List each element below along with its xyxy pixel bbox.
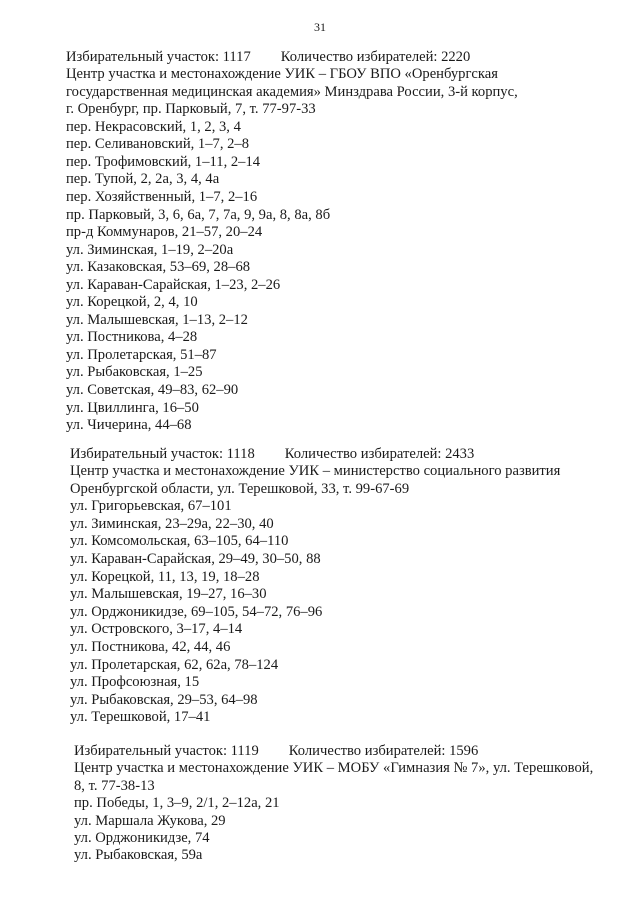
street-item: ул. Казаковская, 53–69, 28–68 [66, 259, 251, 276]
street-item: ул. Терешковой, 17–41 [70, 709, 211, 726]
street-item: ул. Зиминская, 23–29а, 22–30, 40 [70, 515, 274, 532]
street-item: ул. Корецкой, 11, 13, 19, 18–28 [70, 568, 260, 585]
street-list [66, 119, 626, 435]
street-list [74, 795, 634, 865]
street-item: ул. Маршала Жукова, 29 [74, 812, 226, 829]
street-item: ул. Орджоникидзе, 69–105, 54–72, 76–96 [70, 603, 323, 620]
street-item: ул. Орджоникидзе, 74 [74, 830, 210, 846]
street-item: ул. Корецкой, 2, 4, 10 [66, 294, 198, 311]
precinct-header [74, 742, 634, 760]
polling-center-line: государственная медицинская академия» Минздрава России, 3-й корпус, [66, 83, 518, 100]
street-item: ул. Постникова, 42, 44, 46 [70, 638, 231, 655]
street-item: пер. Хозяйственный, 1–7, 2–16 [66, 188, 258, 205]
polling-center-line: Оренбургской области, ул. Терешковой, 33, т. 99-67-69 [70, 480, 410, 497]
polling-center [66, 66, 626, 119]
street-item: ул. Малышевская, 1–13, 2–12 [66, 311, 248, 328]
street-item: ул. Пролетарская, 62, 62а, 78–124 [70, 656, 279, 673]
polling-center-line: Центр участка и местонахождение УИК – ГБОУ ВПО «Оренбургская [66, 66, 498, 82]
voter-count: Количество избирателей: 2220 [280, 49, 471, 65]
street-item: ул. Малышевская, 19–27, 16–30 [70, 586, 267, 603]
street-item: ул. Островского, 3–17, 4–14 [70, 621, 243, 638]
street-item: ул. Постникова, 4–28 [66, 329, 198, 346]
street-item: ул. Комсомольская, 63–105, 64–110 [70, 533, 289, 550]
street-item: ул. Рыбаковская, 59а [74, 847, 203, 864]
street-item: пр. Парковый, 3, 6, 6а, 7, 7а, 9, 9а, 8, 8а, 8б [66, 206, 331, 223]
street-item: ул. Зиминская, 1–19, 2–20а [66, 241, 234, 258]
page-number: 31 [314, 20, 326, 34]
polling-center [70, 463, 630, 498]
polling-center-line: Центр участка и местонахождение УИК – министерство социального развития [70, 463, 561, 479]
precinct-header [66, 48, 626, 66]
precinct-header [70, 445, 630, 463]
street-item: ул. Цвиллинга, 16–50 [66, 399, 199, 416]
polling-center-line: г. Оренбург, пр. Парковый, 7, т. 77-97-33 [66, 101, 316, 118]
street-item: ул. Караван-Сарайская, 1–23, 2–26 [66, 276, 281, 293]
precinct-section-1118 [70, 445, 630, 727]
precinct-number: Избирательный участок: 1117 [66, 49, 251, 65]
street-item: пр-д Коммунаров, 21–57, 20–24 [66, 224, 263, 241]
street-item: ул. Пролетарская, 51–87 [66, 346, 217, 363]
street-item: ул. Григорьевская, 67–101 [70, 498, 232, 515]
polling-center [74, 760, 634, 795]
street-item: пер. Тупой, 2, 2а, 3, 4, 4а [66, 171, 220, 188]
precinct-number: Избирательный участок: 1119 [74, 743, 259, 759]
street-item: пер. Некрасовский, 1, 2, 3, 4 [66, 118, 241, 135]
street-item: пер. Селивановский, 1–7, 2–8 [66, 136, 250, 153]
street-item: ул. Рыбаковская, 1–25 [66, 364, 203, 381]
street-item: ул. Караван-Сарайская, 29–49, 30–50, 88 [70, 550, 321, 567]
street-item: пер. Трофимовский, 1–11, 2–14 [66, 153, 261, 170]
polling-center-line: 8, т. 77-38-13 [74, 777, 155, 794]
polling-center-line: Центр участка и местонахождение УИК – МОБУ «Гимназия № 7», ул. Терешковой, [74, 760, 594, 776]
street-item: ул. Профсоюзная, 15 [70, 674, 200, 691]
precinct-section-1117 [66, 48, 626, 435]
voter-count: Количество избирателей: 1596 [288, 743, 479, 759]
street-list [70, 498, 630, 727]
street-item: ул. Советская, 49–83, 62–90 [66, 381, 239, 398]
precinct-number: Избирательный участок: 1118 [70, 446, 255, 462]
street-item: пр. Победы, 1, 3–9, 2/1, 2–12а, 21 [74, 795, 280, 812]
street-item: ул. Чичерина, 44–68 [66, 417, 192, 434]
street-item: ул. Рыбаковская, 29–53, 64–98 [70, 691, 258, 708]
precinct-section-1119 [74, 742, 634, 865]
voter-count: Количество избирателей: 2433 [284, 446, 475, 462]
